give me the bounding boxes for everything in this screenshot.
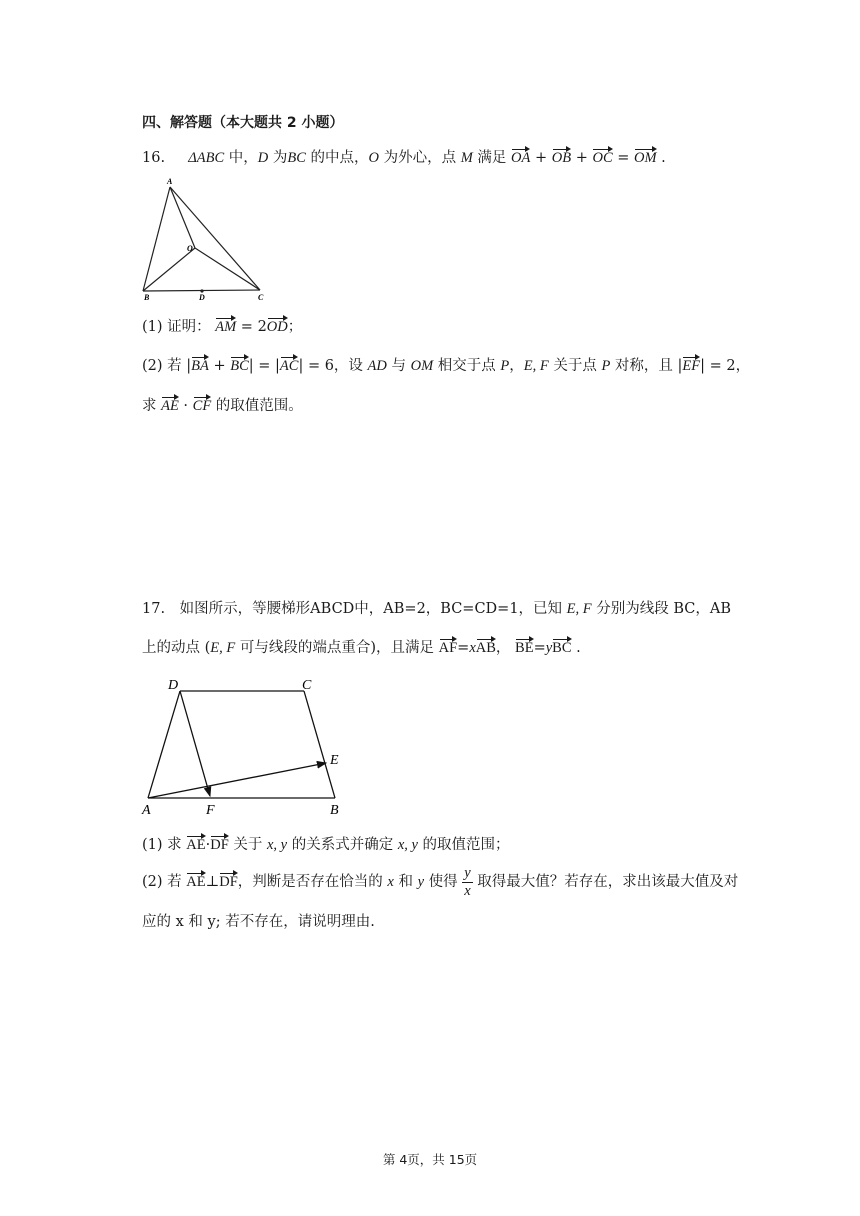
q16-text-d: 为外心，点 xyxy=(379,150,461,166)
q17-line1: 17. 如图所示，等腰梯形ABCD中，AB=2，BC=CD=1，已知 E, F 分别为线段 BC，AB xyxy=(142,601,732,617)
q17-label-d: D xyxy=(168,678,179,693)
q17-label-c: C xyxy=(302,678,312,693)
q16-part1-label: (1) 证明： xyxy=(142,319,211,335)
q16-text-a: 中， xyxy=(224,150,258,166)
q16-part2-line2: 求 AE · CF 的取值范围。 xyxy=(142,398,303,414)
q16-text-b: 为 xyxy=(268,150,288,166)
q16-number: 16. xyxy=(142,150,166,166)
q17-edge-cb xyxy=(304,691,335,798)
q17-label-e: E xyxy=(330,753,339,768)
q16-part2-suffix: 的取值范围。 xyxy=(211,398,303,414)
q16-figure xyxy=(138,174,278,304)
q16-label-d: D xyxy=(199,293,205,302)
q16-triangle: ΔABC xyxy=(188,150,225,166)
q17-edge-ad xyxy=(148,691,180,798)
q17-part2-line1: (2) 若 AE⊥DF，判断是否存在恰当的 x 和 y 使得 $\frac{y}{x}$ 取得最大值？若存在，求出该最大值及对 xyxy=(142,865,739,899)
q16-part2-line1: (2) 若 |BA + BC| = |AC| = 6，设 AD 与 OM 相交于点 P，E, F 关于点 P 对称，且 |EF| = 2， xyxy=(142,358,751,374)
q16-text-c: 的中点， xyxy=(305,150,369,166)
q16-stem: 16. ΔABC 中，D 为BC 的中点，O 为外心，点 M 满足 OA + OB + OC = OM . xyxy=(142,150,666,166)
q16-point-o: O xyxy=(368,150,380,166)
q16-part2-prefix: 求 xyxy=(142,398,162,414)
q16-edge-ab xyxy=(143,187,170,291)
q17-vector-ae xyxy=(148,763,326,798)
q16-label-a: A xyxy=(167,177,173,186)
q16-point-m: M xyxy=(460,150,473,166)
q16-seg-oc xyxy=(195,248,260,290)
q16-seg-ob xyxy=(143,248,195,291)
q17-number: 17. xyxy=(142,601,166,617)
q16-point-d: D xyxy=(257,150,269,166)
q17-figure xyxy=(138,674,358,818)
q16-label-b: B xyxy=(144,293,150,302)
q17-part2-line2: 应的 x 和 y; 若不存在，请说明理由. xyxy=(142,914,375,930)
q16-part1-end: ； xyxy=(287,319,303,335)
q17-label-b: B xyxy=(330,803,339,818)
q17-label-a: A xyxy=(142,803,151,818)
q16-label-o: O xyxy=(187,244,193,253)
q16-seg-bc: BC xyxy=(287,150,306,166)
q17-line2: 上的动点 (E, F 可与线段的端点重合)，且满足 AF=xAB， BE=yBC . xyxy=(142,640,581,656)
q16-label-c: C xyxy=(258,293,264,302)
q17-vector-df xyxy=(180,691,210,796)
q17-label-f: F xyxy=(206,803,215,818)
q16-text-e: 满足 xyxy=(472,150,507,166)
section-title: 四、解答题（本大题共 2 小题） xyxy=(142,115,344,131)
q16-part1: (1) 证明： AM = 2OD； xyxy=(142,319,303,335)
q17-part1: (1) 求 AE·DF 关于 x, y 的关系式并确定 x, y 的取值范围； xyxy=(142,837,510,853)
q16-edge-ac xyxy=(170,187,260,290)
q16-seg-oa xyxy=(170,187,195,248)
page-footer: 第 4页，共 15页 xyxy=(382,1152,478,1167)
